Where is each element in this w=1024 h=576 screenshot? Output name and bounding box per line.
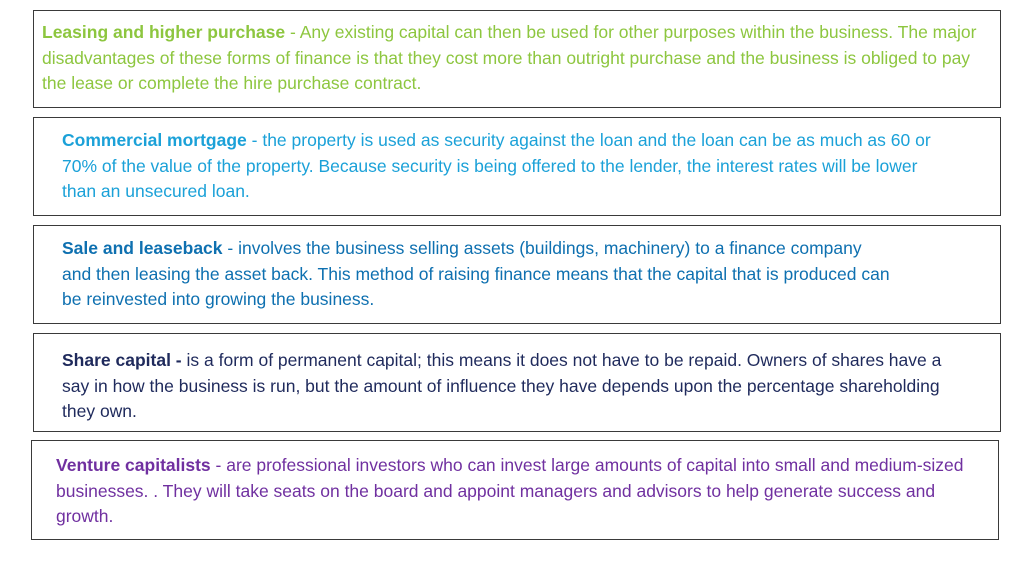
mortgage-text: - the property is used as security against the loan and the loan can be as much as 60 or 70% of the value of the property. Because security is being offered to the lender, the interest rates will be lower than an unsecured loan. — [62, 130, 931, 201]
sale-term: Sale and leaseback — [62, 238, 223, 258]
share-capital-section — [33, 333, 1001, 432]
share-term: Share capital - — [62, 350, 187, 370]
mortgage-section — [33, 117, 1001, 216]
venture-term: Venture capitalists — [56, 455, 211, 475]
sale-text: - involves the business selling assets (buildings, machinery) to a finance company and then leasing the asset back. This method of raising finance means that the capital that is produced can be reinvested into growing the business. — [62, 238, 890, 309]
mortgage-paragraph — [62, 128, 942, 205]
venture-text: - are professional investors who can invest large amounts of capital into small and medium-sized businesses. . They will take seats on the board and appoint managers and advisors to help generate success and growth. — [56, 455, 964, 526]
share-paragraph — [62, 348, 962, 425]
venture-paragraph — [56, 453, 976, 530]
mortgage-term: Commercial mortgage — [62, 130, 247, 150]
sale-paragraph — [62, 236, 892, 313]
leasing-term: Leasing and higher purchase — [42, 22, 286, 42]
leasing-section — [33, 10, 1001, 108]
leasing-paragraph — [42, 20, 982, 97]
sale-leaseback-section — [33, 225, 1001, 324]
share-text: is a form of permanent capital; this means it does not have to be repaid. Owners of shares have a say in how the business is run, but the amount of influence they have depends upon the percentage shareholding they own. — [62, 350, 942, 421]
leasing-text: - Any existing capital can then be used for other purposes within the business. The major disadvantages of these forms of finance is that they cost more than outright purchase and the business is obliged to pay the lease or complete the hire purchase contract. — [42, 22, 977, 93]
venture-capitalists-section — [31, 440, 999, 540]
